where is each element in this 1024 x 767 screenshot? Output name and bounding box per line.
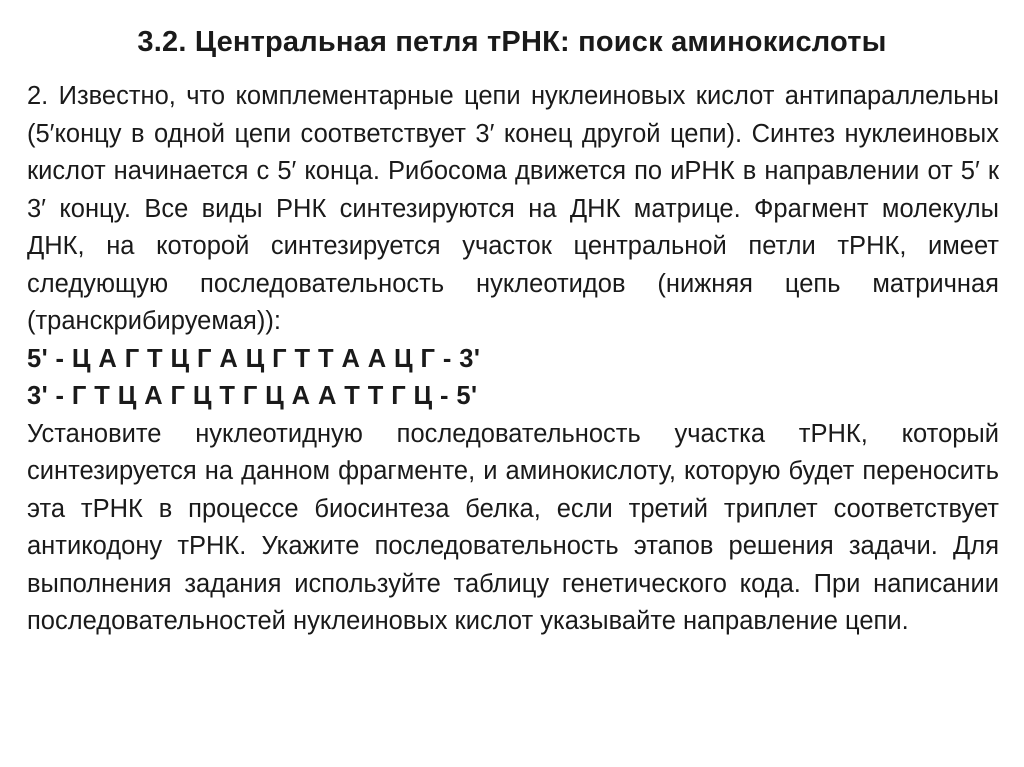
dna-sequence-top-strand: 5' - Ц А Г Т Ц Г А Ц Г Т Т А А Ц Г - 3' xyxy=(27,344,481,373)
slide-title: 3.2. Центральная петля тРНК: поиск аминокислоты xyxy=(137,26,887,58)
dna-sequence-bottom-strand: 3' - Г Т Ц А Г Ц Т Г Ц А А Т Т Г Ц - 5' xyxy=(27,382,478,410)
problem-intro-text: 2. Известно, что комплементарные цепи нуклеиновых кислот антипараллельны (5′концу в одной цепи соответствует 3′ конец другой цепи). Синтез нуклеиновых кислот начинается с 5′ конца. Рибосома движется по иРНК в направлении от 5′ к 3′ концу. Все виды РНК синтезируются на ДНК матрице. Фрагмент молекулы ДНК, на которой синтезируется участок центральной петли тРНК, имеет следующую последовательность нуклеотидов (нижняя цепь матричная (транскрибируемая)): xyxy=(27,82,999,335)
slide-body xyxy=(27,78,999,641)
task-text: Установите нуклеотидную последовательность участка тРНК, который синтезируется на данном фрагменте, и аминокислоту, которую будет переносить эта тРНК в процессе биосинтеза белка, если третий триплет соответствует антикодону тРНК. Укажите последовательность этапов решения задачи. Для выполнения задания используйте таблицу генетического кода. При написании последовательностей нуклеиновых кислот указывайте направление цепи. xyxy=(27,419,999,635)
